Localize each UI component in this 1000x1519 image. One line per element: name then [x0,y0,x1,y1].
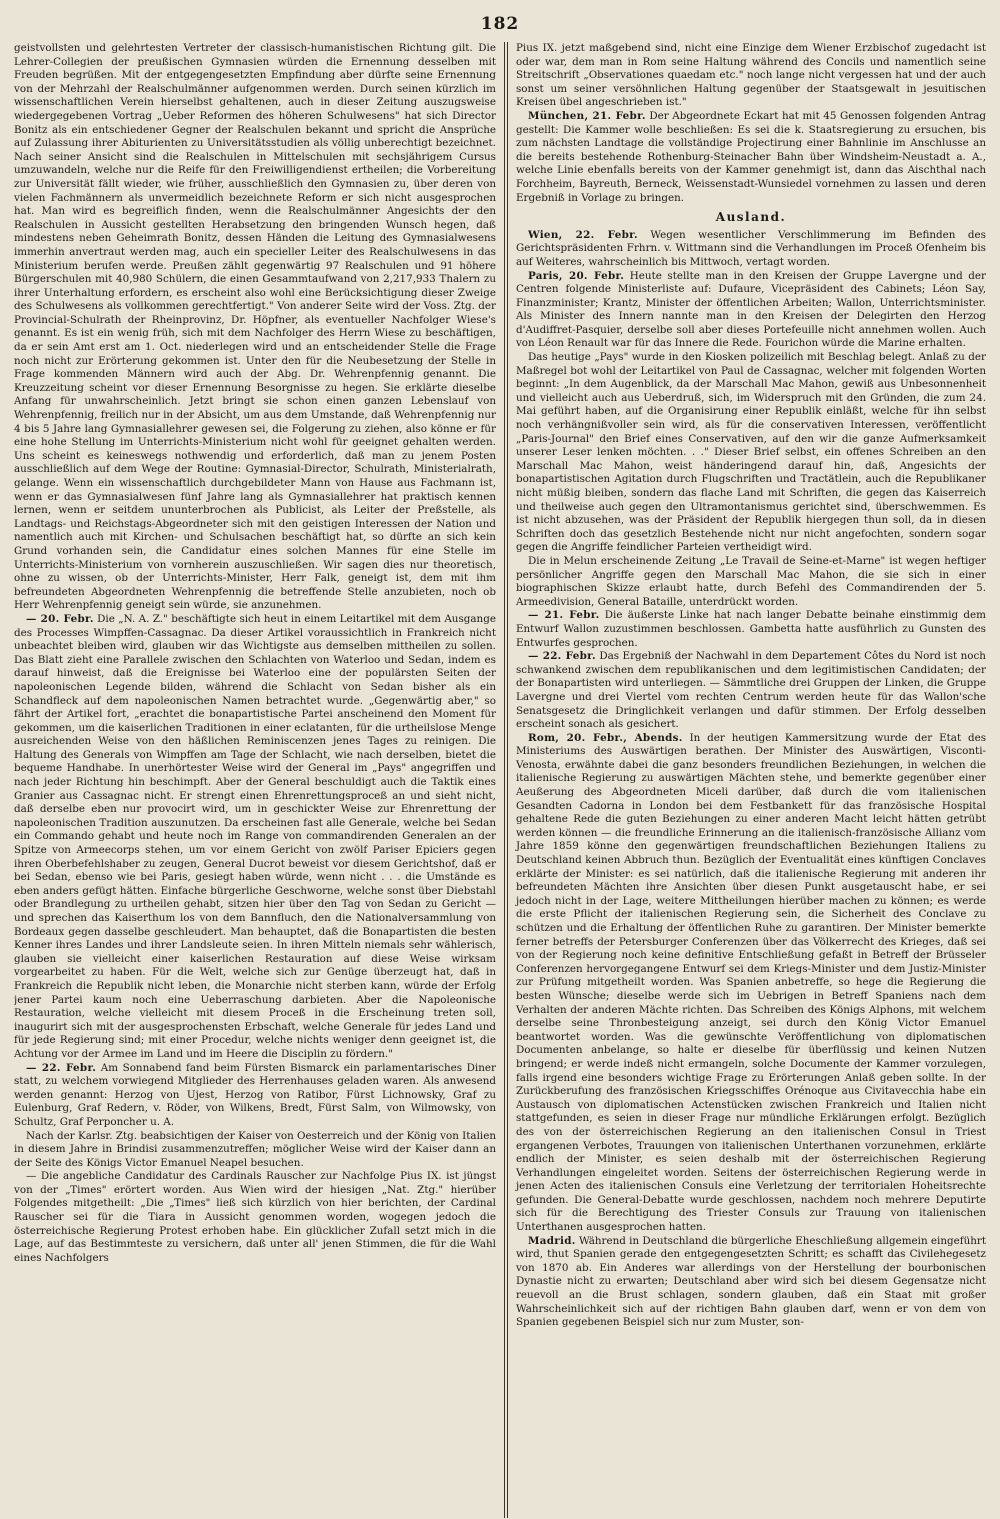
article-paragraph [14,613,496,1062]
article-paragraph: Nach der Karlsr. Ztg. beabsichtigen der Kaiser von Oesterreich und der König von Italien in diesem Jahre in Brindisi zusammenzutreffen; möglicher Weise wird der Kaiser dann an der Seite des Königs Victor Emanuel Neapel besuchen. [14,1129,496,1169]
article-paragraph: — Die angebliche Candidatur des Cardinals Rauscher zur Nachfolge Pius IX. ist jüngst von der „Times" erörtert worden. Aus Wien wird der hiesigen „Nat. Ztg." hierüber Folgendes mitgetheilt: „Die „Times" ließ sich kürzlich von hier berichten, der Cardinal Rauscher sei für die Tiara in Aussicht genommen worden, wogegen jedoch die österreichische Regierung Protest erhoben habe. Ein glücklicher Zufall setzt mich in die Lage, auf das Bestimmteste zu versichern, daß unter all' jenen Stimmen, die für die Wahl eines Nachfolgers [14,1170,496,1264]
article-paragraph [516,650,986,732]
article-text: In der heutigen Kammersitzung wurde der Etat des Ministeriums des Auswärtigen berathen. Der Minister des Auswärtigen, Visconti-Venosta, erwähnte dabei die ganz besonders freundlichen Beziehungen, in welchen die italienische Regierung zu auswärtigen Mächten stehe, und bemerkte gegenüber einer Aeußerung des Abgeordneten Miceli darüber, daß durch die vom italienischen Gesandten Cadorna in London bei dem Festbankett für das französische Hospital gehaltene Rede die guten Beziehungen zu einer anderen Macht leicht hätten getrübt werden können — die freundliche Erinnerung an die italienisch-französische Allianz vom Jahre 1859 könne den gegenwärtigen freundschaftlichen Beziehungen Italiens zu Deutschland keinen Abbruch thun. Bezüglich der Eventualität eines künftigen Conclaves erklärte der Minister: es sei natürlich, daß die italienische Regierung mit anderen ihr befreundeten Mächten ihre Ansichten über diesen Punkt ausgetauscht habe, er sei jedoch nicht in der Lage, weitere Mittheilungen hierüber machen zu können; es werde die erste Pflicht der italienischen Regierung sein, die Sicherheit des Conclave zu schützen und die Erhaltung der öffentlichen Ruhe zu garantiren. Der Minister bemerkte ferner betreffs der Petersburger Conferenzen über das Völkerrecht des Krieges, daß sei von der Regierung noch keine definitive Entschließung gefaßt in Betreff der Brüsseler Conferenzen hervorgegangene Entwurf sei dem Kriegs-Minister und dem Justiz-Minister zur Prüfung mitgetheilt worden. Was Spanien anbetreffe, so hege die Regierung die besten Wünsche; dieselbe werde sich im Uebrigen in Betreff Spaniens nach dem Verhalten der anderen Mächte richten. Das Schreiben des Königs Alphons, mit welchem derselbe seine Thronbesteigung anzeigt, sei durch den König Victor Emanuel beantwortet worden. Was die gewünschte Veröffentlichung von diplomatischen Documenten anbelange, so halte er dieselbe für überflüssig und keinen Nutzen bringend; er werde indeß nicht ermangeln, solche Documente der Kammer vorzulegen, falls irgend eine besonders wichtige Frage zu Erörterungen Anlaß geben sollte. In der Zurückberufung des französischen Kriegsschiffes Orénoque aus Civitavecchia habe ein Austausch von diplomatischen Actenstücken zwischen Frankreich und Italien nicht stattgefunden, es seien in dieser Frage nur mündliche Erklärungen erfolgt. Bezüglich des von der österreichischen Regierung an den italienischen Consul in Triest ergangenen Verbotes, Trauungen von italienischen Unterthanen vorzunehmen, erklärte endlich der Minister, es seien deshalb mit der österreichischen Regierung Verhandlungen eingeleitet worden. Seitens der österreichischen Regierung werde in jenen Acten des italienischen Consuls eine Verletzung der territorialen Hoheitsrechte gefunden. Die General-Debatte wurde geschlossen, nachdem noch mehrere Deputirte sich für die Berechtigung des Triester Consuls zur Trauung von italienischen Unterthanen ausgesprochen hatten. [515,731,986,1234]
right-column [508,42,986,1518]
article-paragraph: Pius IX. jetzt maßgebend sind, nicht eine Einzige dem Wiener Erzbischof zugedacht ist oder war, dem man in Rom seine Haltung während des Concils und namentlich seine Streitschrift „Observationes quaedam etc." noch lange nicht vergessen hat und der auch sonst um seiner versöhnlichen Haltung gegenüber der Staatsgewalt in jesuitischen Kreisen übel angeschrieben ist." [515,42,986,109]
section-heading: Ausland. [715,210,787,225]
article-paragraph [516,229,986,270]
article-paragraph [516,732,986,1235]
dateline: München, 21. Febr. [527,109,646,122]
article-paragraph: Die in Melun erscheinende Zeitung „Le Travail de Seine-et-Marne" ist wegen heftiger persönlicher Angriffe gegen den Marschall Mac Mahon, die sie sich in einer biographischen Skizze erlaubt hatte, durch Befehl des Commandirenden der 5. Armeedivision, General Bataille, unterdrückt worden. [515,554,986,608]
article-paragraph [516,609,986,650]
article-paragraph: geistvollsten und gelehrtesten Vertreter der classisch-humanistischen Richtung gilt. Die Lehrer-Collegien der preußischen Gymnasien würden die Ernennung desselben mit Freuden begrüßen. Mit der entgegengesetzten Empfindung aber dürfte seine Ernennung von der Mehrzahl der Realschulmänner aufgenommen werden. Durch seinen kürzlich im wissenschaftlichen Verein hierselbst gehaltenen, auch in dieser Zeitung auszugsweise wiedergegebenen Vortrag „Ueber Reformen des höheren Schulwesens" hat sich Director Bonitz als ein entschiedener Gegner der Realschulen bekannt und spricht die Ansprüche auf Zulassung ihrer Abiturienten zu Universitätsstudien als völlig unberechtigt bezeichnet. Nach seiner Ansicht sind die Realschulen in Mittelschulen mit sechsjährigem Cursus umzuwandeln, welche nur die Reife für den Freiwilligendienst ertheilen; die Vorbereitung zur Universität fällt wieder, wie früher, ausschließlich den Gymnasien zu, über deren von vielen Fachmännern als unvermeidlich bezeichnete Reform er sich nicht ausgesprochen hat. Man wird es begreiflich finden, wenn die Realschulmänner Angesichts der den Realschulen in Aussicht gestellten Herabsetzung den bringenden Wunsch hegen, daß mindestens neben Geheimrath Bonitz, dessen Händen die Leitung des Gymnasialwesens immerhin anvertraut werden mag, auch ein specieller Leiter des Realschulwesens in das Ministerium berufen werde. Preußen zählt gegenwärtig 97 Realschulen und 91 höhere Bürgerschulen mit 40,980 Schülern, die einen Gesammtaufwand von 2,217,933 Thalern zu ihrer Unterhaltung erfordern, es erscheint also wohl eine Berücksichtigung dieser Zweige des Schulwesens als vollkommen gerechtfertigt." Von anderer Seite wird der Voss. Ztg. der Provincial-Schulrath der Rheinprovinz, Dr. Höpfner, als eventueller Nachfolger Wiese's genannt. Es ist ein wenig früh, sich mit dem Nachfolger des Herrn Wiese zu beschäftigen, da er sein Amt erst am 1. Oct. niederlegen wird und an entscheidender Stelle die Frage noch nicht zur Erörterung gekommen ist. Unter den für die Neubesetzung der Stelle in Frage kommenden Männern wird auch der Abg. Dr. Wehrenpfennig genannt. Die Kreuzzeitung scheint vor dieser Ernennung Besorgnisse zu hegen. Sie erklärte dieselbe Anfang für unwahrscheinlich. Jetzt bringt sie schon einen ganzen Lebenslauf von Wehrenpfennig, freilich nur in der Absicht, um aus dem Umstande, daß Wehrenpfennig nur 4 bis 5 Jahre lang Gymnasiallehrer gewesen sei, die Folgerung zu ziehen, also könne er für eine hohe Stellung im Unterrichts-Ministerium nicht wohl für geeignet gehalten werden. Uns scheint es keineswegs nothwendig und erforderlich, daß man zu jenem Posten ausschließlich auf dem Wege der Routine: Gymnasial-Director, Schulrath, Ministerialrath, gelange. Wenn ein wissenschaftlich durchgebildeter Mann von Hause aus Fachmann ist, wenn er das Gymnasialwesen fünf Jahre lang als Gymnasiallehrer hat praktisch kennen lernen, wenn er seitdem ununterbrochen als Publicist, als Leiter der Preßstelle, als Landtags- und Reichstags-Abgeordneter sich mit den geistigen Interessen der Nation und namentlich auch mit Kirchen- und Schulsachen beschäftigt hat, so dürfte an sich kein Grund vorhanden sein, die Candidatur eines solchen Mannes für eine Stelle im Unterrichts-Ministerium von vornherein auszuschließen. Wir sagen dies nur theoretisch, ohne zu wissen, ob der Unterrichts-Minister, Herr Falk, geneigt ist, dem mit ihm befreundeten Abgeordneten Wehrenpfennig die betreffende Stelle anzubieten, noch ob Herr Wehrenpfennig geneigt sein würde, sie anzunehmen. [14,42,496,612]
page-number: 182 [480,14,520,34]
article-text: Das Ergebniß der Nachwahl in dem Departement Côtes du Nord ist noch schwankend zwischen dem republikanischen und dem legitimistischen Candidaten; der der Bonapartisten wird unterliegen. — Sämmtliche drei Gruppen der Linken, die Gruppe Lavergne und drei Viertel vom rechten Centrum werden heute für das Wallon'sche Senatsgesetz die Dringlichkeit verlangen und dafür stimmen. Der Erfolg desselben erscheint sonach als gesichert. [515,650,986,731]
article-text: Der Abgeordnete Eckart hat mit 45 Genossen folgenden Antrag gestellt: Die Kammer wolle beschließen: Es sei die k. Staatsregierung zu ersuchen, bis zum nächsten Landtage die vollständige Projectirung einer Bahnlinie im Anschlusse an die bereits bestehende Rothenburg-Steinacher Bahn über Windsheim-Neustadt a. A., welche Linie ebenfalls bereits von der Kammer genehmigt ist, dann das Aischthal nach Forchheim, Bayreuth, Berneck, Weissenstadt-Wunsiedel vornehmen zu lassen und deren Ergebniß in Vorlage zu bringen. [515,109,986,204]
dateline: — 20. Febr. [26,612,94,625]
dateline: — 22. Febr. [527,650,596,663]
article-text: Wegen wesentlicher Verschlimmerung im Befinden des Gerichtspräsidenten Frhrn. v. Wittmann sind die Verhandlungen im Proceß Ofenheim bis auf Weiteres, wahrscheinlich bis Mittwoch, vertagt worden. [515,228,986,268]
left-column [14,42,504,1518]
dateline: Madrid. [527,1234,576,1247]
article-text: Am Sonnabend fand beim Fürsten Bismarck ein parlamentarisches Diner statt, zu welchem vorwiegend Mitglieder des Herrenhauses geladen waren. Als anwesend werden genannt: Herzog von Ujest, Herzog von Ratibor, Fürst Lichnowsky, Graf zu Eulenburg, Graf Redern, v. Röder, von Wilkens, Bredt, Fürst Salm, von Wilmowsky, von Schultz, Graf Perponcher u. A. [14,1061,496,1128]
article-text: Während in Deutschland die bürgerliche Eheschließung allgemein eingeführt wird, thut Spanien gerade den entgegengesetzten Schritt; es schafft das Civilehegesetz von 1870 ab. Ein Anderes war allerdings von der Herstellung der bourbonischen Dynastie nicht zu erwarten; Deutschland aber wird sich bei diesem Gegensatze nicht reuevoll an die Brust schlagen, sondern glauben, daß ein Staat mit großer Wahrscheinlichkeit sich auf der richtigen Bahn glauben darf, wenn er von dem von Spanien gegebenen Beispiel sich nur zum Muster, son- [515,1234,986,1329]
dateline: — 22. Febr. [26,1061,97,1074]
article-text: Heute stellte man in den Kreisen der Gruppe Lavergne und der Centren folgende Ministerliste auf: Dufaure, Vicepräsident des Cabinets; Léon Say, Finanzminister; Krantz, Minister der öffentlichen Arbeiten; Wallon, Unterrichtsminister. Als Minister des Innern nannte man in den Kreisen der Delegirten den Herzog d'Audiffret-Pasquier, derselbe soll aber dieses Portefeuille nicht annehmen wollen. Auch von Léon Renault war für das Innere die Rede. Fourichon würde die Marine erhalten. [515,269,986,350]
article-text: Die „N. A. Z." beschäftigte sich heut in einem Leitartikel mit dem Ausgange des Processes Wimpffen-Cassagnac. Da dieser Artikel voraussichtlich in Frankreich nicht unbeachtet bleiben wird, glauben wir das Wichtigste aus demselben mittheilen zu sollen. Das Blatt zieht eine Parallele zwischen den Schlachten von Waterloo und Sedan, indem es darauf hinweist, daß die Ereignisse bei Waterloo eine der populärsten Seiten der napoleonischen Legende bilden, während die Schlacht von Sedan bisher als ein Schandfleck auf dem napoleonischen Namen betrachtet wurde. „Gegenwärtig aber," so fährt der Artikel fort, „erachtet die bonapartistische Partei anscheinend den Moment für gekommen, um die kaiserlichen Traditionen in einer eclatanten, für die urtheilslose Menge ausreichenden Weise von den häßlichen Reminiscenzen jenes Tages zu reinigen. Die Haltung des Generals von Wimpffen am Tage der Schlacht, wie nach derselben, bietet die bequeme Handhabe. In unerhörtester Weise wird der General im „Pays" angegriffen und nach jeder Richtung hin beschimpft. Aber der General beschuldigt auch die Taktik eines Granier aus Cassagnac nicht. Er strengt einen Ehrenrettungsproceß an und sieht nicht, daß derselbe eben nur provocirt wird, um in geschickter Weise zur Ehrenrettung der napoleonischen Tradition auszunutzen. Da erscheinen fast alle Generale, welche bei Sedan ein Commando gehabt und heute noch im Range von commandirenden Generalen an der Spitze von Armeecorps stehen, um vor einem Gericht von zwölf Pariser Epiciers gegen ihren Oberbefehlshaber zu zeugen, General Ducrot beweist vor diesem Gerichtshof, daß er bei Sedan, ebenso wie bei Paris, gesiegt haben würde, wenn nicht . . . die Umstände es eben anders gefügt hätten. Einfache bürgerliche Geschworne, welche sonst über Diebstahl oder Brandlegung zu urtheilen gehabt, sitzen hier über den Tag von Sedan zu Gericht — und sprechen das Kaiserthum los von dem Bannfluch, den die Nationalversammlung von Bordeaux gegen dasselbe geschleudert. Man behauptet, daß die Bonapartisten die besten Kenner ihres Landes und ihrer Landsleute seien. In ihren Mitteln niemals sehr wählerisch, glauben sie vielleicht einer kaiserlichen Restauration auf diese Weise wirksam vorgearbeitet zu haben. Für die Welt, welche sich zur Genüge überzeugt hat, daß in Frankreich die Republik nicht leben, die Monarchie nicht sterben kann, würde der Erfolg jener Partei kaum noch eine Ueberraschung darbieten. Aber die Napoleonische Restauration, welche vielleicht mit diesem Proceß in die Erscheinung treten soll, inaugurirt sich mit der ausgesprochensten Erbschaft, welche Generale für jedes Land und für jede Regierung sind; mit einer Procedur, welche nichts weniger denn geeignet ist, die Achtung vor der Armee im Land und im Heere die Disciplin zu fördern." [14,612,496,1060]
columns [14,42,986,1518]
dateline: — 21. Febr. [527,609,600,622]
dateline: Paris, 20. Febr. [527,269,625,282]
article-paragraph [516,270,986,352]
article-paragraph [516,1235,986,1330]
article-text: Die äußerste Linke hat nach langer Debatte beinahe einstimmig dem Entwurf Wallon zuzustimmen beschlossen. Gambetta hatte ausführlich zu Gunsten des Entwurfes gesprochen. [515,609,986,649]
article-paragraph: Das heutige „Pays" wurde in den Kiosken polizeilich mit Beschlag belegt. Anlaß zu der Maßregel bot wohl der Leitartikel von Paul de Cassagnac, welcher mit folgenden Worten beginnt: „In dem Augenblick, da der Marschall Mac Mahon, gewiß aus Unbesonnenheit und vielleicht auch aus Ueberdruß, sich, im Widerspruch mit den Gründen, die zum 24. Mai geführt haben, auf die Organisirung einer Republik einläßt, welche für ihn selbst noch verhängnißvoller sein wird, als für die conservativen Interessen, veröffentlicht „Paris-Journal" den Brief eines Conservativen, auf den wir die ganze Aufmerksamkeit unserer Leser lenken möchten. . ." Dieser Brief selbst, ein offenes Schreiben an den Marschall Mac Mahon, weist händeringend darauf hin, daß, Angesichts der bonapartistischen Agitation durch Flugschriften und Tractätlein, auch die Republikaner nicht müßig bleiben, sondern das flache Land mit Schriften, die gegen das Kaiserreich und theilweise auch gegen den Ultramontanismus gerichtet sind, überschwemmen. Es ist nicht abzusehen, was der Präsident der Republik hiergegen thun soll, da in diesen Schriften doch das gesetzlich Bestehende nicht nur nicht angefochten, sondern sogar gegen die Angriffe feindlicher Parteien vertheidigt wird. [515,351,986,554]
article-paragraph [14,1062,496,1130]
dateline: Rom, 20. Febr., Abends. [527,731,683,744]
article-paragraph [516,110,986,205]
dateline: Wien, 22. Febr. [527,228,638,241]
